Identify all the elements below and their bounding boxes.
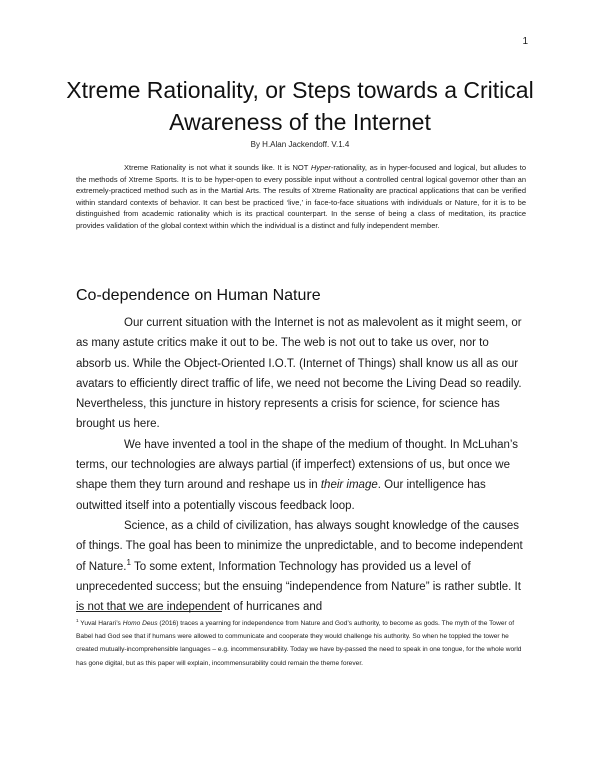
footnote-text-rest: (2016) traces a yearning for independence from Nature and God’s authority, to become as gods. The myth of the Tower of Babel had God see that if humans were allowed to communicate and cooperate they would challenge his authority. So when he toppled the tower he created mutually-incomprehensible languages – e.g. incommensurability. Today we have by-passed the need to speak in one tongue, for the whole world has gone digital, but as this paper will explain, incommensurability could remain the theme forever. [76,620,522,667]
p2-text-end: . Our intelligence has outwitted itself into a potentially viscous feedback loop. [76,479,486,512]
p2-text-start: We have invented a tool in the shape of the medium of thought. In McLuhan’s terms, our technologies are always partial (if imperfect) extensions of us, but once we shape them they turn around and reshape us in [76,438,519,492]
footnote-marker: 1 [76,617,79,623]
abstract-hyper-italic: Hyper [310,163,331,172]
body-paragraph-2 [76,435,527,516]
p3-text-end: To some extent, Information Technology has provided us a level of unprecedented success; but the ensuing “independence from Nature” is rather subtle. It is not that we are independent of hurricanes and [76,560,521,614]
footnote-text-start: Yuval Harari’s [78,620,123,627]
footnote-reference[interactable]: 1 [126,557,131,567]
footnote [76,617,528,670]
page-number: 1 [522,36,528,47]
paper-title: Xtreme Rationality, or Steps towards a Critical Awareness of the Internet [66,77,534,135]
author-line: By H.Alan Jackendoff. V.1.4 [250,140,350,149]
abstract-text-rest: -rationality, as in hyper-focused and logical, but alludes to the methods of Xtreme Sports. It is to be hyper-open to every possible input without a controlled central logical governor other than an extremely-practiced method such as in the Martial Arts. The results of Xtreme Rationality are practical applications that can be verified within standard contexts of behavior. It can best be practiced ‘live,’ in face-to-face situations with individuals or Nature, for it is to be distinguished from academic rationality which is its practical counterpart. In the sense of being a class of meditation, its practice provides validation of the global context within which the individual is a distinct and fully independent member. [76,163,526,230]
body-paragraph-1: Our current situation with the Internet is not as malevolent as it might seem, or as many astute critics make it out to be. The web is not out to take us over, nor to absorb us. While the Object-Oriented I.O.T. (Internet of Things) shall know us all as our avatars to efficiently direct traffic of life, we need not become the Living Dead so readily. Nevertheless, this juncture in history represents a crisis for science, for science has brought us here. [76,317,522,431]
abstract [76,162,526,232]
abstract-text-start: Xtreme Rationality is not what it sounds like. It is NOT [124,163,311,172]
body-text [76,313,527,617]
abstract-paragraph [76,162,526,232]
footnote-paragraph [76,617,528,670]
body-paragraph-3 [76,516,527,617]
footnote-book-title: Homo Deus [122,620,158,627]
p2-italic-phrase: their image [320,479,378,492]
footnote-divider [76,611,222,612]
section-heading: Co-dependence on Human Nature [76,287,321,304]
p3-text-start: Science, as a child of civilization, has always sought knowledge of the causes of things. The goal has been to minimize the unpredictable, and to become independent of Nature. [76,519,523,573]
